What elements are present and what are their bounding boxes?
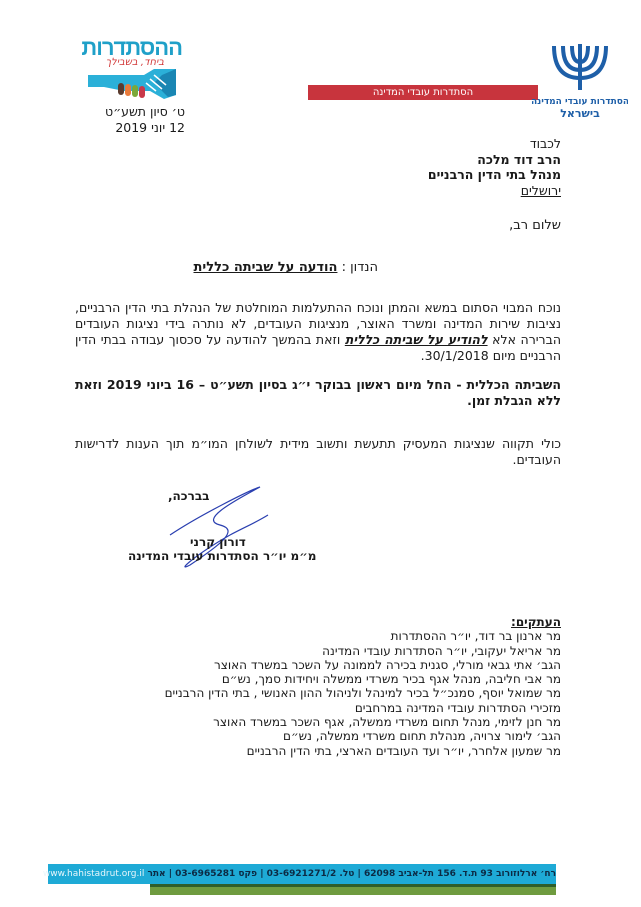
cc-item: מר שמואל יוסף, סמנכ״ל בכיר למינהל ולניהול ההון האנושי , בתי הדין הרבניים [164, 686, 561, 701]
menorah-arc-text: הסתדרות עובדי המדינה [532, 97, 628, 107]
subject-value: הודעה על שביתה כללית [193, 260, 338, 275]
addressee-block [428, 136, 561, 198]
handshake-icon [84, 69, 180, 99]
histadrut-logo-title: ההסתדרות [81, 35, 182, 60]
subject-label: הנדון : [341, 260, 378, 275]
cc-item: מזכירי הסתדרות עובדי המדינה במרחבים [354, 700, 561, 715]
cc-item: הגב׳ לימור צרויה, מנהלת תחום משרדי ממשלה, נש״ם [282, 729, 561, 744]
body-paragraph-3: כולי תקווה שנציגות המעסיק תתעשת ותשוב מידית לשולחן המו״מ תוך הענות לדרישות העובדים. [75, 436, 561, 467]
cc-item: מר חנן לזימי, מנהל תחום משרדי ממשלה, אגף השכר במשרד האוצר [213, 715, 561, 730]
footer-fax: פקס 03-6965281 [175, 869, 258, 879]
addressee-salutation: לכבוד [529, 136, 561, 151]
cc-item: מר ארנון בר דוד, יו״ר ההסתדרות [390, 629, 561, 644]
closing-blessing: בברכה, [168, 489, 210, 503]
civil-servants-union-logo [532, 38, 628, 122]
gregorian-date: 12 יוני 2019 [115, 120, 185, 135]
signer-name: דורון קרני [190, 535, 246, 549]
addressee-city: ירושלים [520, 182, 561, 198]
menorah-bottom-text: בישראל [560, 107, 600, 120]
histadrut-logo-slogan: ביחד, בשבילך [105, 57, 164, 68]
signer-title: מ״מ יו״ר הסתדרות עובדי המדינה [128, 549, 317, 563]
histadrut-logo [62, 35, 182, 99]
cc-item: מר אבי חליבה, מנהל אגף בכיר משרדי ממשלה ויחידות סמך, נש״ם [221, 672, 561, 687]
cc-item: הגב׳ אתי גבאי מורלי, סגנית בכירה לממונה על השכר במשרד האוצר [214, 657, 561, 672]
subject-line [194, 260, 379, 275]
footer-address: רח׳ ארלוזורוב 93 ת.ד. 156 תל-אביב 62098 [363, 869, 556, 879]
body-p1-text-start: נוכח המבוי הסתום במשא והמתן ונוכח ההתעלמות המוחלטת של הנהלת בתי הדין הרבניים, נציבות שירות המדינה ומשרד האוצר, מנציגות העובדים, לא נותרה בידי נציגות העובדים הברירה אלא [75, 300, 561, 347]
body-paragraph-2: השביתה הכללית - החל מיום ראשון בבוקר י״ג בסיון תשע״ט – 16 ביוני 2019 וזאת ללא הגבלת זמן. [75, 377, 561, 408]
organization-banner: הסתדרות עובדי המדינה [308, 85, 538, 100]
footer-site-label: אתר [147, 869, 166, 879]
letter-date [95, 104, 185, 136]
cc-item: מר שמעון אלחרר, יו״ר ועד העובדים הארצי, בתי הדין הרבניים [246, 743, 561, 758]
footer-contact-bar: רח׳ ארלוזורוב 93 ת.ד. 156 תל-אביב 62098 | טל. 03-6921271/2 | פקס 03-6965281 | אתר www.hahistadrut.org.il [48, 864, 556, 884]
addressee-name: הרב דוד מלכה [477, 151, 561, 167]
body-p1-text-end: וזאת בהמשך להודעה על סכסוך עבודה בבתי הדין הרבניים מיום 30/1/2018. [75, 332, 561, 363]
greeting: שלום רב, [509, 218, 561, 233]
footer-green-stripe [150, 884, 556, 895]
cc-list [165, 615, 561, 758]
footer-website-link[interactable]: www.hahistadrut.org.il [42, 869, 145, 879]
footer-phone: טל. 03-6921271/2 [266, 869, 355, 879]
body-p1-emphasis: להודיע על שביתה כללית [344, 332, 488, 347]
cc-title: העתקים: [511, 615, 561, 629]
addressee-title: מנהל בתי הדין הרבניים [427, 167, 561, 182]
hebrew-date: ט׳ סיון תשע״ט [104, 104, 185, 119]
menorah-icon [532, 38, 628, 108]
body-paragraph-1 [75, 300, 561, 364]
cc-item: מר אריאל יעקובי, יו״ר הסתדרות עובדי המדינה [322, 643, 561, 658]
